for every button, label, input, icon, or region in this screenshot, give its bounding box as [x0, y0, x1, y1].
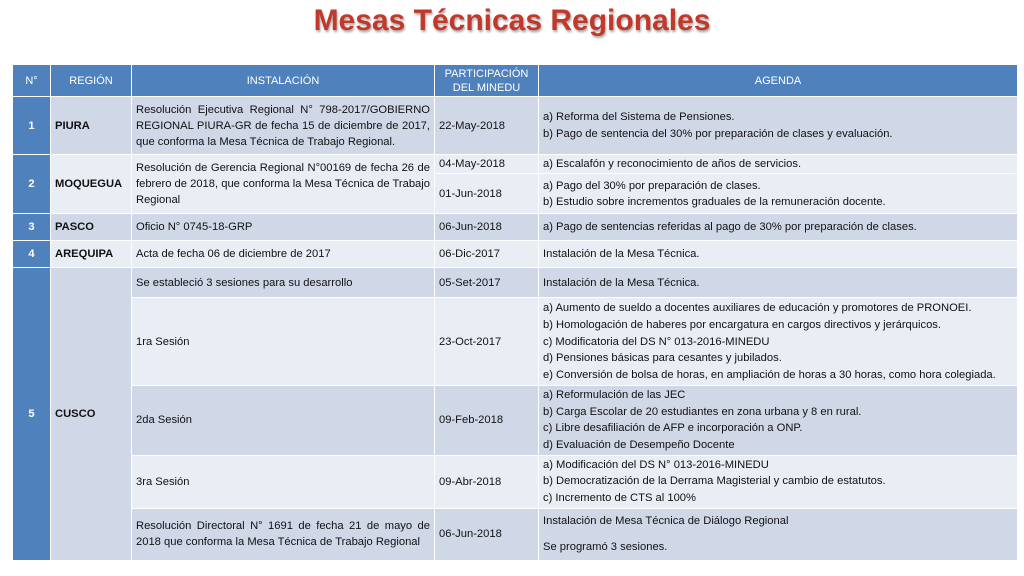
agenda-item: b) Carga Escolar de 20 estudiantes en zona urbana y 8 en rural.	[543, 405, 862, 418]
row-fecha: 06-Jun-2018	[435, 214, 539, 241]
agenda-item: Instalación de la Mesa Técnica.	[543, 276, 700, 289]
row-instalacion: 1ra Sesión	[132, 298, 435, 386]
row-region: PASCO	[51, 214, 132, 241]
row-instalacion: Resolución Directoral N° 1691 de fecha 21 de mayo de 2018 que conforma la Mesa Técnica de Trabajo Regional	[132, 508, 435, 560]
row-fecha: 09-Feb-2018	[435, 386, 539, 455]
agenda-item: a) Modificación del DS N° 013-2016-MINEDU	[543, 458, 769, 471]
agenda-item: a) Pago del 30% por preparación de clases.	[543, 179, 761, 192]
row-instalacion: 3ra Sesión	[132, 455, 435, 508]
table-header-row	[13, 65, 1018, 97]
agenda-item: a) Reforma del Sistema de Pensiones.	[543, 111, 735, 124]
row-instalacion: Se estableció 3 sesiones para su desarrollo	[132, 268, 435, 298]
agenda-item: Se programó 3 sesiones.	[543, 541, 668, 554]
row-agenda	[539, 155, 1018, 174]
header-instalacion: INSTALACIÓN	[132, 65, 435, 97]
header-num: N°	[13, 65, 51, 97]
header-participacion	[435, 65, 539, 97]
row-instalacion: 2da Sesión	[132, 386, 435, 455]
row-num: 5	[13, 268, 51, 560]
row-agenda	[539, 508, 1018, 560]
row-instalacion: Resolución de Gerencia Regional N°00169 de fecha 26 de febrero de 2018, que conforma la Mesa Técnica de Trabajo Regional	[132, 155, 435, 214]
agenda-item: a) Aumento de sueldo a docentes auxiliares de educación y promotores de PRONOEI.	[543, 302, 972, 315]
table-row	[13, 268, 1018, 298]
agenda-item: a) Pago de sentencias referidas al pago de 30% por preparación de clases.	[543, 221, 917, 234]
table-row	[13, 455, 1018, 508]
table-row	[13, 97, 1018, 155]
row-instalacion: Oficio N° 0745-18-GRP	[132, 214, 435, 241]
table-row	[13, 508, 1018, 560]
row-region: PIURA	[51, 97, 132, 155]
agenda-item: c) Libre desafiliación de AFP e incorporación a ONP.	[543, 422, 803, 435]
agenda-item: d) Evaluación de Desempeño Docente	[543, 439, 735, 452]
row-fecha: 09-Abr-2018	[435, 455, 539, 508]
row-fecha: 04-May-2018	[435, 155, 539, 174]
agenda-item: c) Incremento de CTS al 100%	[543, 491, 696, 504]
agenda-item: b) Homologación de haberes por encargatura en cargos directivos y jerárquicos.	[543, 318, 941, 331]
table-row	[13, 214, 1018, 241]
agenda-item: b) Estudio sobre incrementos graduales de la remuneración docente.	[543, 195, 886, 208]
row-fecha: 01-Jun-2018	[435, 174, 539, 214]
row-fecha: 23-Oct-2017	[435, 298, 539, 386]
row-agenda	[539, 214, 1018, 241]
row-fecha: 06-Jun-2018	[435, 508, 539, 560]
row-agenda	[539, 455, 1018, 508]
row-fecha: 05-Set-2017	[435, 268, 539, 298]
agenda-item: e) Conversión de bolsa de horas, en ampliación de horas a 30 horas, como hora colegiada.	[543, 368, 996, 381]
row-agenda	[539, 298, 1018, 386]
table-row	[13, 155, 1018, 174]
agenda-item: b) Democratización de la Derrama Magisterial y cambio de estatutos.	[543, 475, 886, 488]
page-title: Mesas Técnicas Regionales	[313, 4, 711, 37]
agenda-item: c) Modificatoria del DS N° 013-2016-MINEDU	[543, 335, 770, 348]
row-agenda	[539, 174, 1018, 214]
row-num: 1	[13, 97, 51, 155]
row-num: 3	[13, 214, 51, 241]
mesas-table	[12, 64, 1018, 561]
row-region: MOQUEGUA	[51, 155, 132, 214]
row-fecha: 06-Dic-2017	[435, 241, 539, 268]
header-participacion-line2: DEL MINEDU	[452, 81, 521, 94]
row-region: CUSCO	[51, 268, 132, 560]
header-region: REGIÓN	[51, 65, 132, 97]
agenda-item: a) Escalafón y reconocimiento de años de servicios.	[543, 158, 802, 170]
row-region: AREQUIPA	[51, 241, 132, 268]
row-num: 4	[13, 241, 51, 268]
agenda-item: d) Pensiones básicas para cesantes y jubilados.	[543, 352, 782, 365]
table-row	[13, 241, 1018, 268]
row-agenda	[539, 97, 1018, 155]
row-instalacion: Resolución Ejecutiva Regional N° 798-2017/GOBIERNO REGIONAL PIURA-GR de fecha 15 de diciembre de 2017, que conforma la Mesa Técnica de Trabajo Regional.	[132, 97, 435, 155]
row-instalacion: Acta de fecha 06 de diciembre de 2017	[132, 241, 435, 268]
row-agenda	[539, 386, 1018, 455]
row-num: 2	[13, 155, 51, 214]
table-row	[13, 386, 1018, 455]
row-agenda	[539, 268, 1018, 298]
agenda-item: b) Pago de sentencia del 30% por preparación de clases y evaluación.	[543, 127, 893, 140]
agenda-item: Instalación de la Mesa Técnica.	[543, 248, 700, 261]
row-agenda	[539, 241, 1018, 268]
header-agenda: AGENDA	[539, 65, 1018, 97]
row-fecha: 22-May-2018	[435, 97, 539, 155]
header-participacion-line1: PARTICIPACIÓN	[444, 67, 529, 80]
agenda-item: Instalación de Mesa Técnica de Diálogo Regional	[543, 514, 789, 527]
table-row	[13, 298, 1018, 386]
agenda-item: a) Reformulación de las JEC	[543, 389, 686, 402]
